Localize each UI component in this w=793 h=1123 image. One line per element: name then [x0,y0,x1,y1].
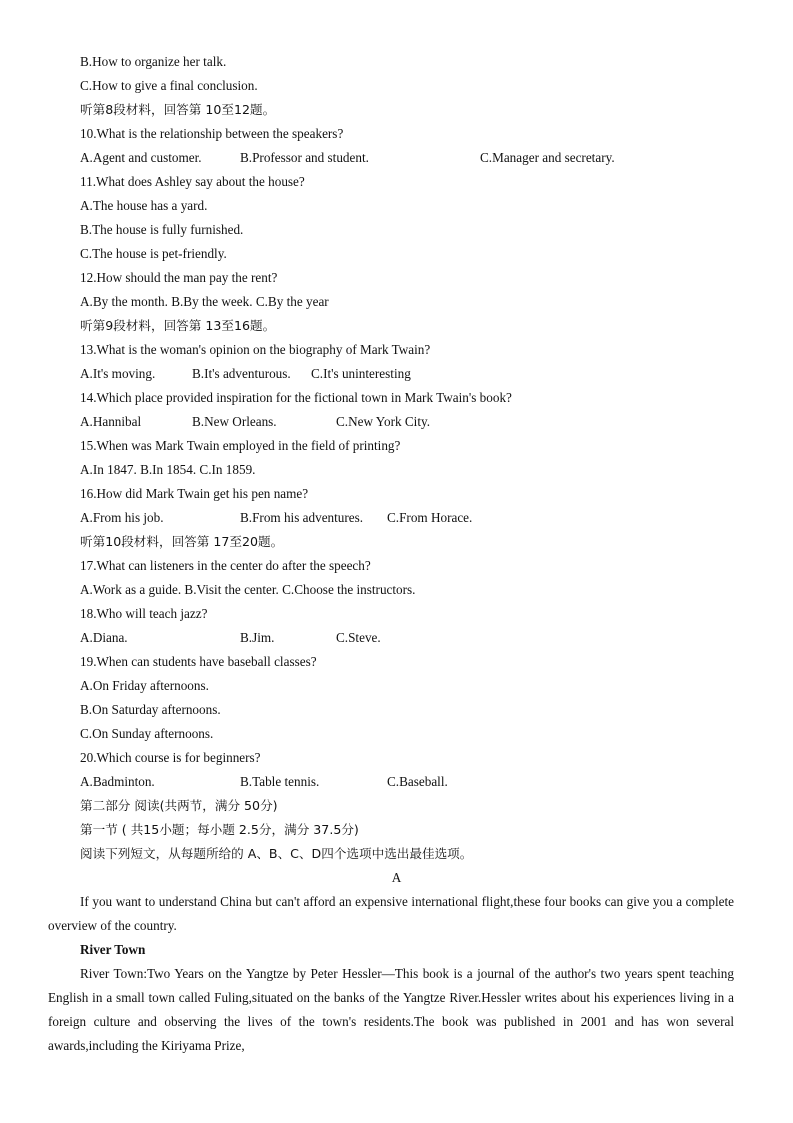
option-line: C.On Sunday afternoons. [80,726,214,741]
option-c: C.New York City. [336,414,431,429]
reading-instruction: 阅读下列短文，从每题所给的 A、B、C、D四个选项中选出最佳选项。 [80,846,473,861]
option-b: B.It's adventurous. [192,366,291,381]
book-heading: River Town [80,942,146,957]
option-b: B.From his adventures. [240,510,364,525]
option-a: A.Badminton. [80,774,155,789]
option-c: C.From Horace. [387,510,473,525]
question-line: 20.Which course is for beginners? [80,750,261,765]
options-row: A.In 1847. B.In 1854. C.In 1859. [80,462,256,477]
question-line: 18.Who will teach jazz? [80,606,208,621]
options-row: A.Work as a guide. B.Visit the center. C.Choose the instructors. [80,582,416,597]
passage-intro: If you want to understand China but can't afford an expensive international flight,these four books can give you a complete overview of the country. [48,894,734,933]
option-b: B.Jim. [240,630,275,645]
section-instruction: 听第10段材料，回答第 17至20题。 [80,534,284,549]
book-description: River Town:Two Years on the Yangtze by Peter Hessler—This book is a journal of the author's two years spent teaching English in a small town called Fuling,situated on the banks of the Yangtze River.Hessler writes about his experiences living in a foreign culture and observing the lives of the town's residents.The book was published in 2001 and has won several awards,including the Kiriyama Prize, [48,966,734,1053]
option-b: B.New Orleans. [192,414,277,429]
option-line: B.The house is fully furnished. [80,222,244,237]
part-heading: 第二部分 阅读(共两节，满分 50分) [80,798,278,813]
question-line: 13.What is the woman's opinion on the biography of Mark Twain? [80,342,431,357]
question-line: 17.What can listeners in the center do after the speech? [80,558,371,573]
passage-letter: A [391,870,402,885]
option-a: A.Agent and customer. [80,150,202,165]
section-instruction: 听第8段材料，回答第 10至12题。 [80,102,276,117]
option-c: C.Manager and secretary. [480,150,615,165]
option-line: B.On Saturday afternoons. [80,702,221,717]
option-line: C.How to give a final conclusion. [80,78,258,93]
option-line: A.On Friday afternoons. [80,678,209,693]
question-line: 19.When can students have baseball classes? [80,654,317,669]
option-a: A.Diana. [80,630,128,645]
option-b: B.Professor and student. [240,150,369,165]
question-line: 14.Which place provided inspiration for the fictional town in Mark Twain's book? [80,390,512,405]
option-c: C.Steve. [336,630,381,645]
option-b: B.Table tennis. [240,774,320,789]
option-c: C.Baseball. [387,774,448,789]
option-line: B.How to organize her talk. [80,54,227,69]
section-instruction: 听第9段材料，回答第 13至16题。 [80,318,276,333]
option-line: C.The house is pet-friendly. [80,246,227,261]
option-c: C.It's uninteresting [311,366,411,381]
question-line: 12.How should the man pay the rent? [80,270,278,285]
question-line: 15.When was Mark Twain employed in the field of printing? [80,438,401,453]
option-a: A.Hannibal [80,414,142,429]
question-line: 16.How did Mark Twain get his pen name? [80,486,309,501]
question-line: 11.What does Ashley say about the house? [80,174,305,189]
option-a: A.It's moving. [80,366,156,381]
option-line: A.The house has a yard. [80,198,208,213]
option-a: A.From his job. [80,510,164,525]
section-heading: 第一节 ( 共15小题；每小题 2.5分，满分 37.5分) [80,822,359,837]
options-row: A.By the month. B.By the week. C.By the year [80,294,329,309]
question-line: 10.What is the relationship between the speakers? [80,126,344,141]
